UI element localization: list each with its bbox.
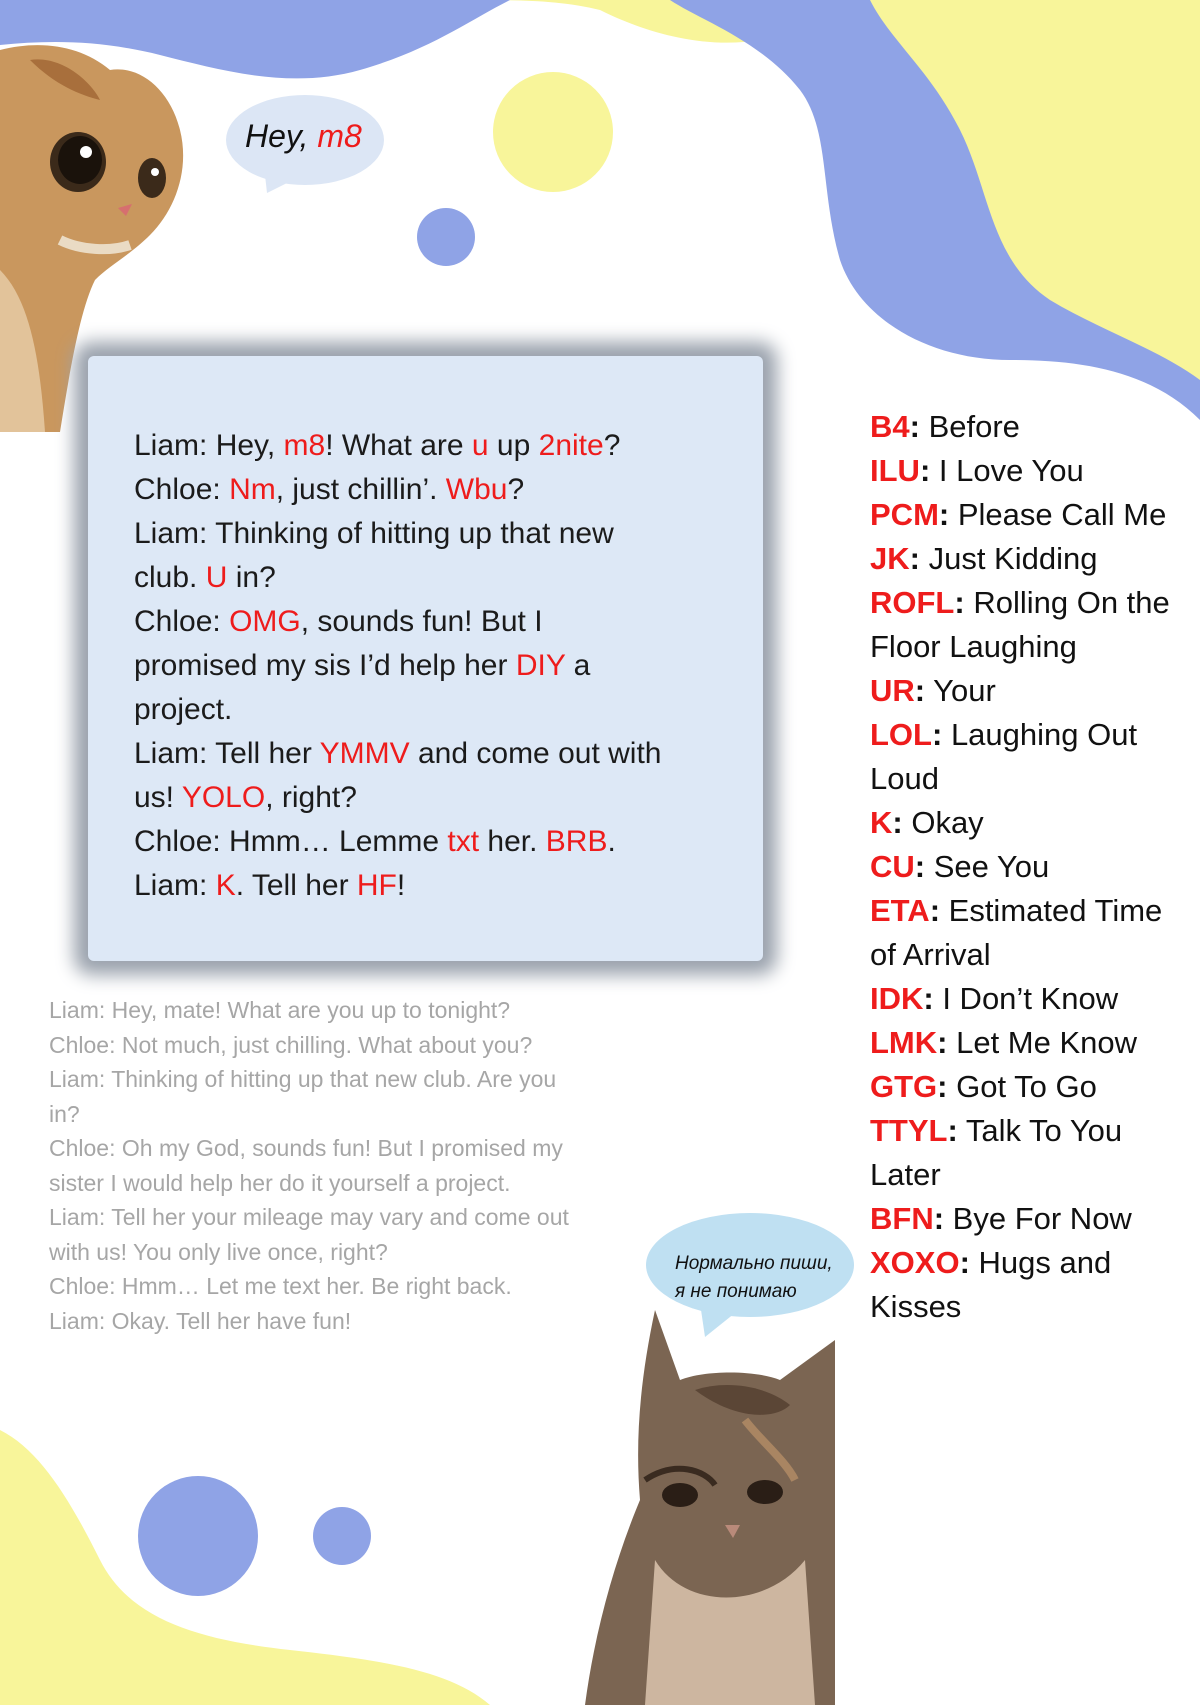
blue-circle-small-top	[417, 208, 475, 266]
chat-lines	[134, 424, 734, 908]
chat-text: Liam: Tell her	[134, 737, 320, 770]
speech-bubble-top-text	[245, 118, 362, 155]
glossary-colon: :	[914, 673, 926, 708]
glossary-meaning: I Don’t Know	[933, 981, 1119, 1016]
glossary-colon: :	[932, 717, 943, 752]
chat-line	[134, 424, 734, 468]
glossary-item	[870, 977, 1170, 1021]
translation-line: Chloe: Oh my God, sounds fun! But I promised my	[49, 1135, 563, 1161]
chat-text: .	[607, 825, 616, 858]
chat-text: Liam: Thinking of hitting up that new	[134, 517, 614, 550]
slang-term: K	[215, 869, 236, 902]
chat-text: in?	[227, 561, 276, 594]
glossary-abbr: LOL	[870, 717, 932, 752]
glossary-colon: :	[937, 1069, 948, 1104]
chat-line	[134, 776, 734, 820]
slang-term: txt	[447, 825, 480, 858]
glossary-meaning: Laughing Out Loud	[870, 717, 1138, 796]
glossary-colon: :	[914, 849, 926, 884]
glossary-abbr: GTG	[870, 1069, 938, 1104]
blue-circle-bottom-large	[138, 1476, 258, 1596]
chat-text: promised my sis I’d help her	[134, 649, 516, 682]
chat-line	[134, 688, 734, 732]
glossary-item	[870, 1241, 1170, 1329]
glossary-abbr: PCM	[870, 497, 939, 532]
glossary-item	[870, 1109, 1170, 1197]
translation-line: Chloe: Not much, just chilling. What about you?	[49, 1031, 533, 1058]
glossary-item	[870, 669, 1170, 713]
glossary-colon: :	[947, 1113, 958, 1148]
glossary-item	[870, 889, 1170, 977]
glossary-meaning: Your	[925, 673, 996, 708]
glossary-item	[870, 537, 1170, 581]
glossary-colon: :	[909, 409, 920, 444]
glossary-item	[870, 493, 1170, 537]
chat-text: ! What are	[325, 429, 472, 462]
bubble-bottom-line-1: Нормально пиши,	[675, 1253, 833, 1274]
glossary-abbr: UR	[870, 673, 915, 708]
glossary-item	[870, 845, 1170, 889]
translation-line: Liam: Thinking of hitting up that new club. Are you	[49, 1066, 557, 1092]
chat-line	[134, 468, 734, 512]
glossary-meaning: Please Call Me	[949, 497, 1167, 532]
chat-text: . Tell her	[235, 869, 357, 902]
glossary-meaning: Rolling On the Floor Laughing	[870, 585, 1170, 664]
abbreviation-glossary	[870, 405, 1170, 1329]
chat-text: !	[396, 869, 406, 902]
glossary-colon: :	[937, 1025, 948, 1060]
chat-text: up	[488, 429, 539, 462]
glossary-abbr: ILU	[870, 453, 920, 488]
chat-text: a	[565, 649, 591, 682]
chat-line	[134, 644, 734, 688]
glossary-colon: :	[933, 1201, 945, 1236]
translation-line: Liam: Hey, mate! What are you up to tonight?	[49, 997, 511, 1023]
glossary-abbr: B4	[870, 409, 910, 444]
slang-term: YMMV	[319, 737, 410, 770]
glossary-meaning: Let Me Know	[947, 1025, 1138, 1060]
chat-line	[134, 512, 734, 556]
chat-text: Liam: Hey,	[134, 429, 284, 462]
glossary-abbr: K	[870, 805, 893, 840]
chat-text: club.	[134, 561, 206, 594]
slang-term: DIY	[515, 649, 566, 682]
glossary-meaning: Before	[919, 409, 1020, 444]
slang-term: HF	[356, 869, 397, 902]
bubble-bottom-line-2: я не понимаю	[675, 1281, 797, 1302]
glossary-item	[870, 1065, 1170, 1109]
glossary-abbr: JK	[870, 541, 910, 576]
chat-text: ?	[507, 473, 525, 506]
slang-term: u	[471, 429, 489, 462]
glossary-colon: :	[923, 981, 934, 1016]
glossary-meaning: Just Kidding	[919, 541, 1098, 576]
chat-text: and come out with	[409, 737, 662, 770]
glossary-meaning: Hugs and Kisses	[870, 1245, 1112, 1324]
glossary-abbr: TTYL	[870, 1113, 948, 1148]
bubble-top-prefix: Hey,	[245, 118, 318, 154]
glossary-item	[870, 1021, 1170, 1065]
glossary-colon: :	[929, 893, 941, 928]
slang-term: OMG	[229, 605, 301, 638]
translation-line: Chloe: Hmm… Let me text her. Be right back.	[49, 1273, 512, 1299]
glossary-colon: :	[919, 453, 931, 488]
glossary-meaning: Talk To You Later	[870, 1113, 1123, 1192]
chat-line	[134, 556, 734, 600]
translation-text	[49, 993, 639, 1338]
chat-text: Chloe:	[134, 605, 230, 638]
glossary-abbr: IDK	[870, 981, 924, 1016]
glossary-item	[870, 801, 1170, 845]
glossary-abbr: LMK	[870, 1025, 938, 1060]
glossary-item	[870, 1197, 1170, 1241]
sad-cat-icon	[585, 1310, 835, 1705]
chat-line	[134, 864, 734, 908]
glossary-meaning: Got To Go	[947, 1069, 1097, 1104]
slang-term: 2nite	[538, 429, 604, 462]
translation-line: in?	[49, 1100, 80, 1127]
glossary-abbr: CU	[870, 849, 915, 884]
speech-bubble-bottom-text	[675, 1250, 833, 1306]
glossary-item	[870, 449, 1170, 493]
chat-text: her.	[479, 825, 546, 858]
chat-text: us!	[134, 781, 182, 814]
chat-card	[88, 356, 763, 961]
glossary-meaning: Okay	[902, 805, 984, 840]
glossary-colon: :	[909, 541, 920, 576]
slang-term: m8	[283, 429, 326, 462]
glossary-meaning: Bye For Now	[944, 1201, 1132, 1236]
translation-line: Liam: Tell her your mileage may vary and come out	[49, 1204, 569, 1230]
yellow-circle	[493, 72, 613, 192]
chat-text: , right?	[265, 781, 357, 814]
chat-line	[134, 600, 734, 644]
blue-circle-bottom-small	[313, 1507, 371, 1565]
glossary-item	[870, 713, 1170, 801]
chat-text: Liam:	[134, 869, 216, 902]
slang-term: BRB	[545, 825, 608, 858]
glossary-item	[870, 405, 1170, 449]
glossary-meaning: Estimated Time of Arrival	[870, 893, 1163, 972]
glossary-meaning: See You	[925, 849, 1050, 884]
chat-text: ?	[603, 429, 621, 462]
glossary-colon: :	[892, 805, 903, 840]
glossary-abbr: BFN	[870, 1201, 934, 1236]
glossary-colon: :	[938, 497, 950, 532]
bubble-top-slang: m8	[317, 118, 362, 154]
translation-line: Liam: Okay. Tell her have fun!	[49, 1307, 352, 1334]
chat-text: Chloe: Hmm… Lemme	[134, 825, 448, 858]
glossary-colon: :	[954, 585, 965, 620]
glossary-abbr: ETA	[870, 893, 930, 928]
chat-text: , just chillin’.	[275, 473, 446, 506]
slang-term: Nm	[229, 473, 276, 506]
glossary-colon: :	[959, 1245, 970, 1280]
glossary-item	[870, 581, 1170, 669]
chat-text: , sounds fun! But I	[300, 605, 543, 638]
chat-line	[134, 732, 734, 776]
slang-term: Wbu	[445, 473, 508, 506]
chat-text: project.	[134, 693, 233, 726]
chat-line	[134, 820, 734, 864]
glossary-meaning: I Love You	[930, 453, 1084, 488]
translation-line: sister I would help her do it yourself a project.	[49, 1169, 511, 1196]
glossary-abbr: XOXO	[870, 1245, 960, 1280]
slang-term: U	[205, 561, 228, 594]
glossary-abbr: ROFL	[870, 585, 955, 620]
slang-term: YOLO	[181, 781, 266, 814]
chat-text: Chloe:	[134, 473, 230, 506]
translation-line: with us! You only live once, right?	[49, 1238, 388, 1265]
